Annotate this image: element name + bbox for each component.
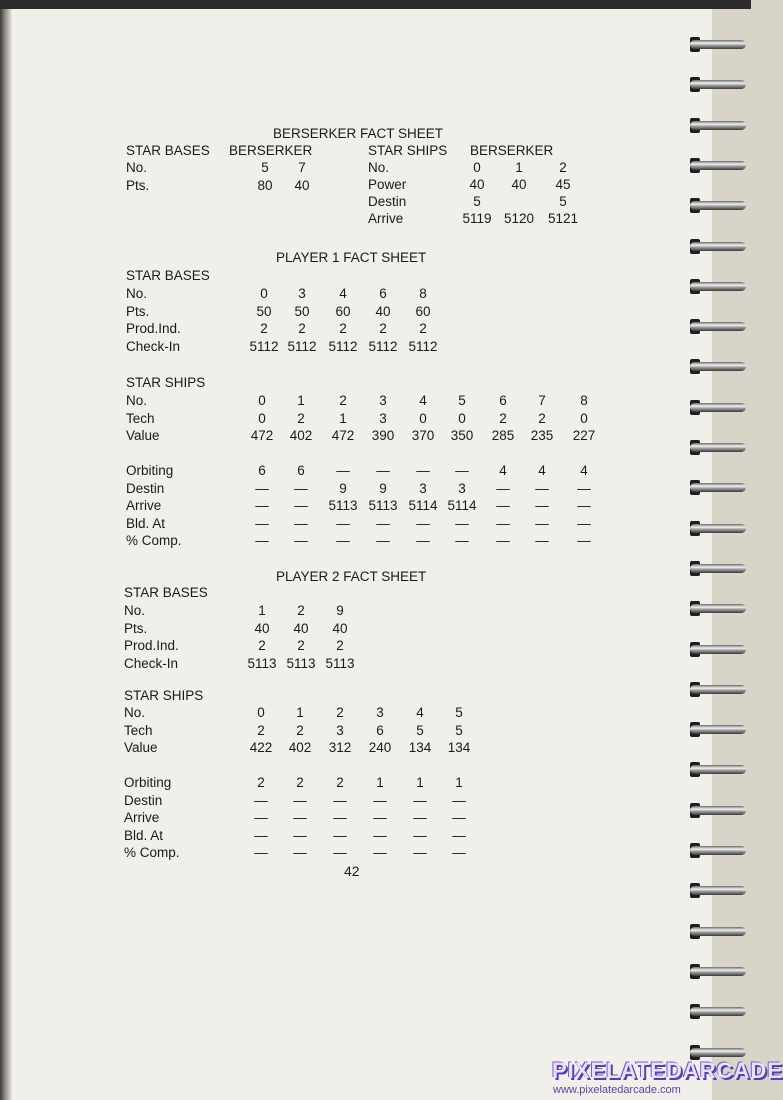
player2-bases-row-label: Pts. [124,620,148,636]
binding-ring [690,115,748,137]
berserker-ships-row-label: No. [368,160,390,175]
player1-status-cell: — [294,515,308,531]
player2-ships-cell: 3 [336,722,344,738]
player1-status-cell: — [336,515,350,531]
player2-ships-cell: 312 [328,740,352,755]
player2-status-cell: — [452,792,466,808]
player2-bases-row-label: Prod.Ind. [124,638,179,653]
player1-ships-cell: 3 [379,410,387,426]
player2-status-cell: — [333,810,347,825]
berserker-ships-cell: 40 [469,177,485,192]
binding-ring [690,276,748,298]
player1-ships-cell: 5 [458,393,466,408]
player1-bases-cell: 60 [335,303,351,319]
player1-status-cell: — [496,515,510,531]
player1-bases-cell: 4 [339,286,347,301]
player1-bases-cell: 50 [294,303,310,319]
binding-ring [690,356,748,378]
player2-ships-cell: 2 [257,722,265,738]
player1-status-cell: — [294,480,308,496]
berserker-ships-header: STAR SHIPS [368,143,448,158]
player1-status-cell: — [535,515,549,531]
berserker-bases-cell: 40 [294,178,310,193]
player1-ships-cell: 285 [491,428,515,443]
player2-status-cell: — [293,792,307,808]
player2-status-cell: — [293,845,307,860]
berserker-ships-cell: 0 [473,160,481,175]
player1-status-cell: 5114 [408,498,438,513]
berserker-ships-row-label: Destin [368,194,407,209]
binding-ring [690,1001,748,1023]
player2-status-cell: — [333,827,347,843]
player1-status-cell: 5113 [368,498,398,513]
player1-ships-cell: 0 [458,410,466,426]
player2-status-cell: — [254,845,268,860]
player2-ships-cell: 5 [416,722,424,738]
binding-ring [690,316,748,338]
player2-ships-cell: 4 [416,705,424,720]
player2-ships-header: STAR SHIPS [124,688,204,703]
player2-status-cell: — [333,845,347,860]
player1-bases-cell: 2 [260,321,268,336]
player1-status-cell: — [496,480,510,496]
player1-bases-row-label: Pts. [126,303,150,319]
player1-ships-cell: 402 [289,428,313,443]
watermark-url: www.pixelatedarcade.com [553,1084,681,1096]
berserker-ships-cell: 45 [555,177,571,192]
player2-ships-cell: 3 [376,705,384,720]
player2-ships-row-label: Tech [124,722,153,738]
player2-ships-cell: 134 [447,740,471,755]
player2-ships-cell: 402 [288,740,312,755]
player1-status-row-label: Bld. At [126,515,166,531]
player2-ships-cell: 5 [455,705,463,720]
player1-ships-row-label: Tech [126,410,155,426]
player2-status-cell: — [293,827,307,843]
player2-ships-cell: 422 [249,740,273,755]
binding-ring [690,477,748,499]
player1-ships-cell: 0 [258,393,266,408]
player1-ships-cell: 3 [379,393,387,408]
player2-title: PLAYER 2 FACT SHEET [276,569,427,584]
player1-bases-cell: 5112 [408,338,438,354]
player1-bases-cell: 5112 [368,338,398,354]
player1-status-cell: 3 [419,480,427,496]
player2-bases-cell: 2 [336,638,344,653]
player1-ships-cell: 1 [339,410,347,426]
player1-status-cell: — [577,480,591,496]
berserker-ships-cell: 5121 [547,211,579,226]
berserker-ships-cell: 2 [559,160,567,175]
player1-ships-cell: 2 [297,410,305,426]
binding-ring [690,719,748,741]
berserker-title: BERSERKER FACT SHEET [273,126,444,141]
player1-status-cell: 9 [379,480,387,496]
binding-ring [690,598,748,620]
player2-status-cell: — [373,792,387,808]
player1-bases-cell: 5112 [328,338,358,354]
player1-status-cell: 4 [580,463,588,478]
player1-bases-row-label: Check-In [126,338,181,354]
player1-status-cell: — [255,533,269,548]
player1-status-cell: — [376,463,390,478]
berserker-bases-header: STAR BASES [126,143,210,158]
binding-ring [690,437,748,459]
binding-ring [690,921,748,943]
player2-bases-cell: 9 [336,603,344,618]
player1-bases-cell: 8 [419,286,427,301]
binding-ring [690,800,748,822]
player2-status-cell: 1 [416,775,424,790]
player1-status-cell: 9 [339,480,347,496]
watermark-logo: PIXELATEDARCADE [552,1058,783,1083]
binding-ring [690,840,748,862]
player2-bases-row-label: No. [124,603,146,618]
player1-bases-cell: 2 [379,321,387,336]
player2-bases-cell: 2 [297,603,305,618]
player1-bases-cell: 3 [298,286,306,301]
player1-status-cell: — [416,533,430,548]
player1-ships-cell: 227 [572,428,596,443]
player2-ships-row-label: Value [124,740,158,755]
player1-ships-cell: 472 [331,428,355,443]
player1-ships-row-label: Value [126,428,160,443]
player1-status-cell: — [535,533,549,548]
player2-status-cell: — [413,827,427,843]
player1-bases-cell: 2 [298,321,306,336]
player1-status-cell: — [535,498,549,513]
berserker-ships-row-label: Arrive [368,211,404,226]
player1-ships-cell: 2 [339,393,347,408]
binding-ring [690,34,748,56]
player1-status-cell: 6 [297,463,305,478]
player1-bases-row-label: Prod.Ind. [126,321,181,336]
player2-status-cell: 2 [336,775,344,790]
player2-status-row-label: Bld. At [124,827,164,843]
player1-ships-cell: 350 [450,428,474,443]
player1-status-cell: — [255,515,269,531]
player2-status-cell: 1 [376,775,384,790]
player2-bases-cell: 5113 [286,655,316,671]
binding-ring [690,518,748,540]
berserker-ships-col: BERSERKER [470,143,554,158]
binding-ring [690,961,748,983]
binding-ring [690,639,748,661]
player1-bases-cell: 50 [256,303,272,319]
berserker-ships-cell: 5 [559,194,567,209]
player2-status-cell: — [452,810,466,825]
berserker-ships-cell: 40 [511,177,527,192]
player1-status-row-label: % Comp. [126,533,182,548]
player2-status-cell: 2 [257,775,265,790]
player2-status-cell: — [373,827,387,843]
player1-status-cell: — [336,463,350,478]
player1-ships-cell: 2 [538,410,546,426]
page-number: 42 [344,863,360,879]
player1-bases-cell: 5112 [287,338,317,354]
player2-status-cell: — [254,810,268,825]
player1-bases-header: STAR BASES [126,268,210,283]
player1-status-cell: — [535,480,549,496]
player1-status-cell: — [376,515,390,531]
binding-ring [690,880,748,902]
berserker-ships-cell: 5120 [503,211,535,226]
berserker-ships-cell: 5 [473,194,481,209]
berserker-bases-cell: 80 [257,178,273,193]
player2-bases-header: STAR BASES [124,585,208,600]
player1-status-cell: — [455,515,469,531]
berserker-ships-cell: 1 [515,160,523,175]
player2-status-cell: — [333,792,347,808]
player1-ships-cell: 6 [499,393,507,408]
player1-status-cell: — [577,533,591,548]
player2-status-cell: — [254,827,268,843]
player1-status-cell: 6 [258,463,266,478]
player2-status-cell: — [413,810,427,825]
player1-ships-header: STAR SHIPS [126,375,206,390]
player2-ships-cell: 2 [336,705,344,720]
player2-bases-cell: 40 [332,620,348,636]
player2-status-cell: — [293,810,307,825]
player1-status-cell: — [496,498,510,513]
player1-status-cell: 4 [499,463,507,478]
player1-status-cell: — [336,533,350,548]
player2-status-cell: — [452,827,466,843]
player2-bases-cell: 2 [297,638,305,653]
player2-status-row-label: Arrive [124,810,160,825]
player1-status-cell: — [255,498,269,513]
player2-status-cell: 2 [296,775,304,790]
player1-bases-row-label: No. [126,286,148,301]
player1-bases-cell: 40 [375,303,391,319]
player1-ships-cell: 1 [297,393,305,408]
player1-status-cell: — [577,498,591,513]
player1-bases-cell: 5112 [249,338,279,354]
binding-ring [690,679,748,701]
player2-status-cell: 1 [455,775,463,790]
player1-ships-cell: 235 [530,428,554,443]
player1-bases-cell: 2 [419,321,427,336]
berserker-bases-cell: 5 [261,160,269,175]
player2-bases-cell: 1 [258,603,266,618]
player1-status-cell: — [416,515,430,531]
player1-ships-cell: 7 [538,393,546,408]
player2-ships-cell: 0 [257,705,265,720]
player1-status-row-label: Destin [126,480,165,496]
player1-status-cell: — [496,533,510,548]
player2-bases-cell: 40 [293,620,309,636]
player2-bases-cell: 5113 [247,655,277,671]
player1-title: PLAYER 1 FACT SHEET [276,250,427,265]
player1-status-cell: — [455,463,469,478]
player1-bases-cell: 6 [379,286,387,301]
berserker-bases-col: BERSERKER [229,143,313,158]
berserker-bases-cell: 7 [298,160,306,175]
berserker-ships-cell: 5119 [462,211,492,226]
player2-bases-cell: 40 [254,620,270,636]
player1-ships-cell: 4 [419,393,427,408]
player2-status-cell: — [373,845,387,860]
player2-ships-cell: 1 [296,705,304,720]
player2-ships-row-label: No. [124,705,146,720]
player1-status-cell: — [255,480,269,496]
player1-status-cell: 5114 [447,498,477,513]
player2-ships-cell: 2 [296,722,304,738]
player2-ships-cell: 240 [368,740,392,755]
player2-bases-cell: 5113 [325,655,355,671]
berserker-bases-row-label: Pts. [126,178,150,193]
player2-status-cell: — [452,845,466,860]
player1-status-row-label: Arrive [126,498,162,513]
player1-ships-cell: 472 [250,428,274,443]
player1-status-row-label: Orbiting [126,463,174,478]
berserker-ships-row-label: Power [368,177,407,192]
player1-status-cell: — [577,515,591,531]
player1-bases-cell: 2 [339,321,347,336]
player1-status-cell: — [416,463,430,478]
player1-status-cell: — [376,533,390,548]
player2-status-cell: — [413,792,427,808]
player2-ships-cell: 134 [408,740,432,755]
binding-ring [690,236,748,258]
player2-status-cell: — [413,845,427,860]
binding-ring [690,195,748,217]
binding-ring [690,155,748,177]
player2-ships-cell: 5 [455,722,463,738]
player2-status-row-label: Destin [124,792,163,808]
player2-status-cell: — [254,792,268,808]
binding-ring [690,558,748,580]
scan-top-edge [0,0,751,9]
player1-ships-cell: 0 [580,410,588,426]
player1-ships-cell: 390 [371,428,395,443]
player2-status-row-label: Orbiting [124,775,172,790]
player1-ships-cell: 370 [411,428,435,443]
player1-status-cell: 5113 [328,498,358,513]
player1-status-cell: — [294,533,308,548]
player2-bases-cell: 2 [258,638,266,653]
player1-bases-cell: 0 [260,286,268,301]
player1-ships-row-label: No. [126,393,148,408]
binding-ring [690,759,748,781]
player1-ships-cell: 2 [499,410,507,426]
player2-status-row-label: % Comp. [124,845,180,860]
player1-ships-cell: 8 [580,393,588,408]
player2-status-cell: — [373,810,387,825]
player1-ships-cell: 0 [419,410,427,426]
page-binding-edge [0,0,12,1100]
player1-status-cell: 3 [458,480,466,496]
player1-bases-cell: 60 [415,303,431,319]
binding-ring [690,397,748,419]
player1-status-cell: — [455,533,469,548]
player1-status-cell: 4 [538,463,546,478]
player2-bases-row-label: Check-In [124,655,179,671]
berserker-bases-row-label: No. [126,160,148,175]
player1-status-cell: — [294,498,308,513]
player2-ships-cell: 6 [376,722,384,738]
binding-ring [690,74,748,96]
player1-ships-cell: 0 [258,410,266,426]
